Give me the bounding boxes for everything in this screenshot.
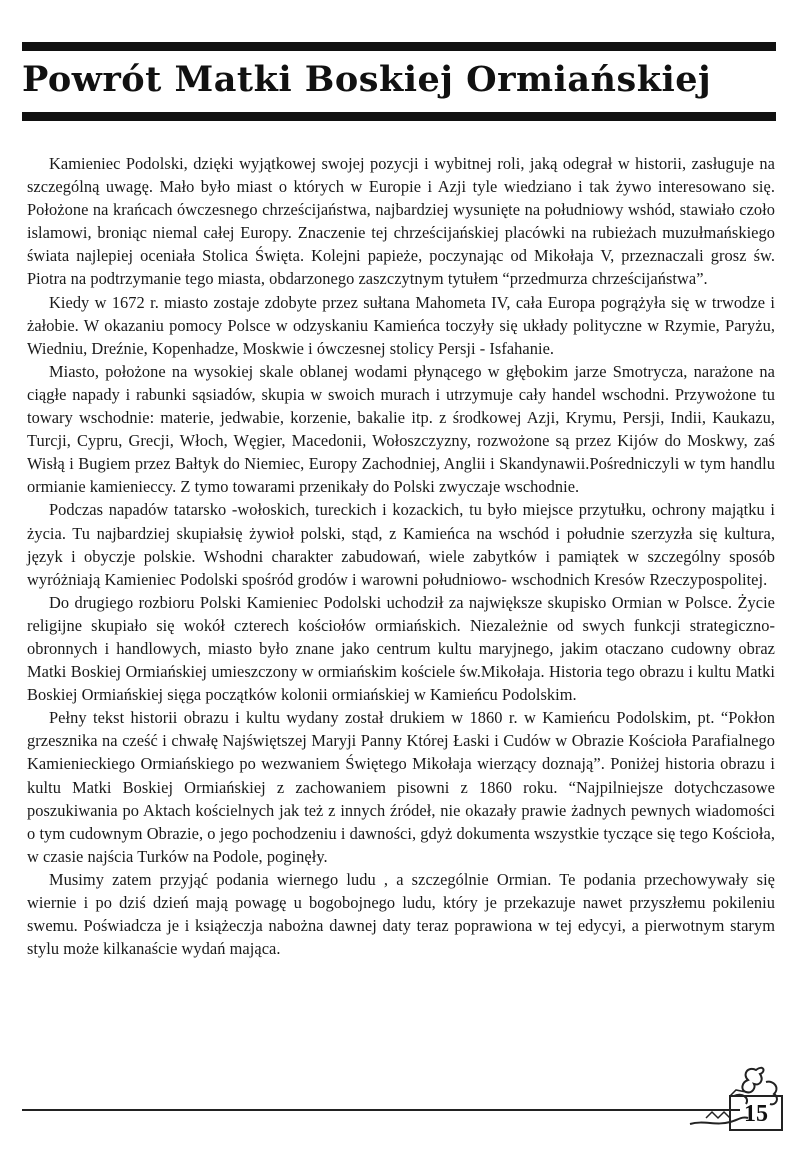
page-title: Powrót Matki Boskiej Ormiańskiej	[22, 59, 712, 100]
title-underline-rule	[22, 112, 776, 121]
page-number: 15	[744, 1101, 768, 1127]
paragraph: Pełny tekst historii obrazu i kultu wydany został drukiem w 1860 r. w Kamieńcu Podolskim, pt. “Pokłon grzesznika na cześć i chwałę Najświętszej Maryji Panny Której Łaski i Cudów w Obrazie Kościoła Parafialnego Kamienieckiego Ormiańskiego po wezwaniem Świętego Mikołaja wierzący doznają”. Poniżej historia obrazu i kultu Matki Boskiej Ormiańskiej z zachowaniem pisowni z 1860 roku. “Najpilniejsze dotychczasowe poszukiwania po Aktach kościelnych jak też z innych źródeł, nie okazały prawie żadnych pewnych wiadomości o tym cudownym Obrazie, o jego pochodzeniu i dawności, gdyż dokumenta wszystkie tyczące się tego Kościoła, w czasie najścia Turków na Podole, poginęły.	[27, 708, 775, 866]
paragraph: Musimy zatem przyjąć podania wiernego ludu , a szczególnie Ormian. Te podania przechowywały się wiernie i po dziś dzień mają powagę u bogobojnego ludu, który je przekazuje nawet przyszłemu pokileniu swemu. Poświadcza je i książeczja nabożna dawnej daty teraz poprawiona w tej edycyi, a pierwotnym starym stylu może kilkanaście wydań mająca.	[27, 869, 775, 959]
paragraph: Kamieniec Podolski, dzięki wyjątkowej swojej pozycji i wybitnej roli, jaką odegrał w historii, zasługuje na szczególną uwagę. Mało było miast o których w Europie i Azji tyle wiedziano i tak żywo interesowano się. Położone na krańcach ówczesnego chrześcijaństwa, najbardziej wysunięte na południowy wshód, stawiało czoło islamowi, broniąc niemal całej Europy. Znaczenie tej chrześcijańskiej placówki na rubieżach muzułmańskiego świata najlepiej oceniała Stolica Święta. Kolejni papieże, poczynając od Mikołaja V, przeznaczali grosz św. Piotra na podtrzymanie tego miasta, obdarzonego zaszczytnym tytułem “przedmurza chrześcijaństwa”.	[27, 154, 775, 289]
paragraph: Podczas napadów tatarsko -wołoskich, tureckich i kozackich, tu było miejsce przytułku, ochrony majątku i życia. Tu najbardziej skupiałsię żywioł polski, stąd, z Kamieńca na wschód i południe szerzyzła się kultura, język i obyczje polskie. Wshodni charakter zabudowań, wiele zabytków i pamiątek w szczególny sposób wyróżniają Kamieniec Podolski spośród grodów i warowni południowo- wschodnich Kresów Rzeczypospolitej.	[27, 500, 775, 589]
footer-rule	[22, 1109, 740, 1111]
paragraph: Miasto, położone na wysokiej skale oblanej wodami płynącego w głębokim jarze Smotrycza, narażone na ciągłe napady i rabunki sąsiadów, skupia w swoich murach i utrzymuje cały handel wschodni. Przywożone tu towary wschodnie: materie, jedwabie, korzenie, bakalie itp. z środkowej Azji, Krymu, Persji, Indii, Kaukazu, Turcji, Cypru, Grecji, Włoch, Węgier, Macedonii, Wołoszczyzny, rozwożone są przez Kijów do Moskwy, zaś Wisłą i Bugiem przez Bałtyk do Niemiec, Europy Zachodniej, Anglii i Skandynawii.Pośredniczyli w tym handlu ormianie kamienieccy. Z tymo towarami przenikały do Polski zwyczaje wschodnie.	[27, 361, 775, 497]
top-rule	[22, 42, 776, 51]
article-body	[27, 152, 775, 960]
paragraph: Kiedy w 1672 r. miasto zostaje zdobyte przez sułtana Mahometa IV, cała Europa pogrążyła się w trwodze i żałobie. W okazaniu pomocy Polsce w odzyskaniu Kamieńca toczyły się układy polityczne w Rzymie, Paryżu, Wiedniu, Dreźnie, Kopenhadze, Moskwie i ówczesnej stolicy Persji - Isfahanie.	[27, 292, 775, 358]
paragraph: Do drugiego rozbioru Polski Kamieniec Podolski uchodził za największe skupisko Ormian w Polsce. Życie religijne skupiało się wokół czterech kościołów ormiańskich. Niezależnie od swych funkcji strategiczno-obronnych i handlowych, miasto było znane jako centrum kultu maryjnego, jakim otaczano cudowny obraz Matki Boskiej Ormiańskiej umieszczony w ormiańskim kościele św.Mikołaja. Historia tego obrazu i kultu Matki Boskiej Ormiańskiej sięga początków kolonii ormiańskiej w Kamieńcu Podolskim.	[27, 592, 775, 705]
